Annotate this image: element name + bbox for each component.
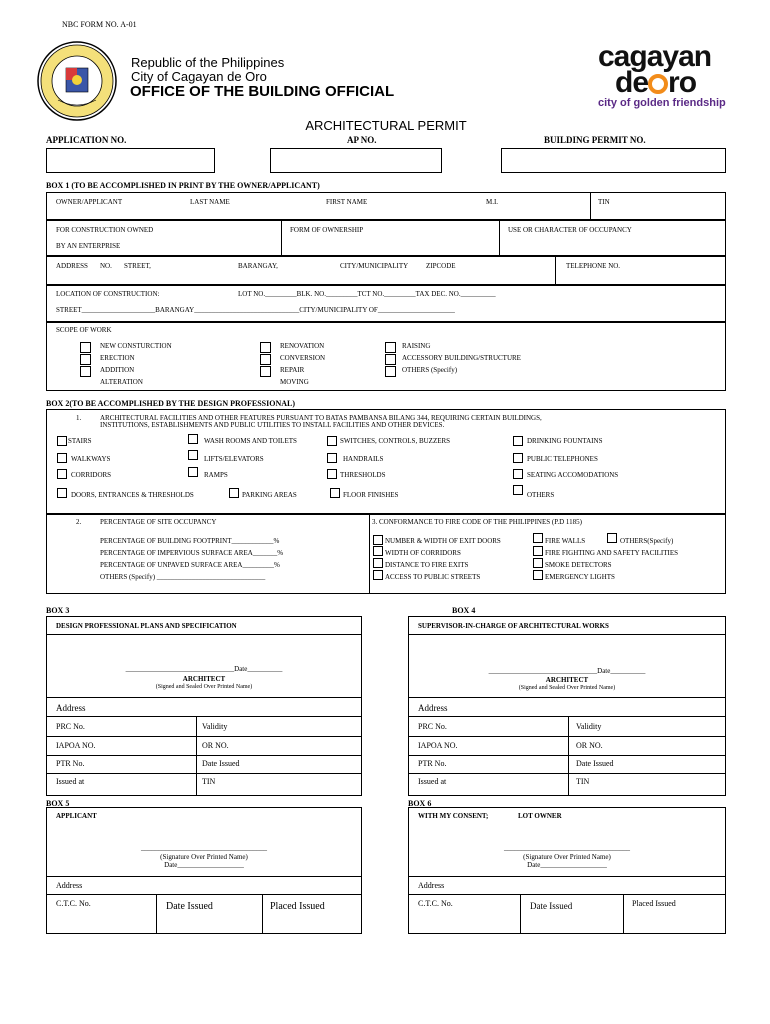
last-name-label: LAST NAME xyxy=(190,198,230,206)
seating-label: SEATING ACCOMODATIONS xyxy=(527,471,619,479)
scope-moving: MOVING xyxy=(280,378,309,386)
scope-conversion: CONVERSION xyxy=(280,354,326,362)
box3-or-label: OR NO. xyxy=(202,741,229,750)
others-facility-checkbox[interactable] xyxy=(513,485,523,495)
others-facility-label: OTHERS xyxy=(527,491,555,499)
distance-exits-checkbox[interactable] xyxy=(373,558,383,568)
for-construction-owned-label: FOR CONSTRUCTION OWNED xyxy=(56,226,154,234)
box3-validity-label: Validity xyxy=(202,722,228,731)
item3-title: 3. CONFORMANCE TO FIRE CODE OF THE PHILIPPINES (P.D 1185) xyxy=(372,518,582,526)
address-row xyxy=(46,256,726,285)
smoke-detectors-label: SMOKE DETECTORS xyxy=(545,561,612,569)
permit-title: ARCHITECTURAL PERMIT xyxy=(305,118,467,133)
stairs-label: STAIRS xyxy=(68,437,92,445)
thresholds-checkbox[interactable] xyxy=(327,469,337,479)
access-streets-checkbox[interactable] xyxy=(373,570,383,580)
scope-renovation: RENOVATION xyxy=(280,342,325,350)
corridors-checkbox[interactable] xyxy=(57,469,67,479)
box6-address-label: Address xyxy=(418,881,445,890)
box6-signature-caption: (Signature Over Printed Name) xyxy=(523,853,611,861)
scope-erection: ERECTION xyxy=(100,354,135,362)
box6-heading-lot-owner: LOT OWNER xyxy=(518,812,562,820)
public-telephones-checkbox[interactable] xyxy=(513,453,523,463)
scope-raising: RAISING xyxy=(402,342,431,350)
box3-architect: ARCHITECT xyxy=(182,675,226,683)
fire-walls-checkbox[interactable] xyxy=(533,533,543,543)
pct-impervious[interactable]: PERCENTAGE OF IMPERVIOUS SURFACE AREA_______% xyxy=(100,549,284,557)
ap-no-field[interactable] xyxy=(270,148,442,173)
switches-checkbox[interactable] xyxy=(327,436,337,446)
box3-iapoa-label: IAPOA NO. xyxy=(56,741,96,750)
addition-checkbox[interactable] xyxy=(80,366,91,377)
box3-label: BOX 3 xyxy=(46,606,70,615)
exit-doors-checkbox[interactable] xyxy=(373,535,383,545)
box4-signature-line[interactable]: _______________________________Date__________ xyxy=(488,667,646,675)
lifts-label: LIFTS/ELEVATORS xyxy=(204,455,264,463)
ap-no-label: AP NO. xyxy=(347,135,377,145)
repair-checkbox[interactable] xyxy=(260,366,271,377)
box3-address-label: Address xyxy=(56,703,86,713)
others-specify-checkbox[interactable] xyxy=(385,366,396,377)
width-corridors-checkbox[interactable] xyxy=(373,546,383,556)
stairs-checkbox[interactable] xyxy=(57,436,67,446)
switches-label: SWITCHES, CONTROLS, BUZZERS xyxy=(340,437,451,445)
box6-date-issued-label: Date Issued xyxy=(530,901,573,911)
box4-architect: ARCHITECT xyxy=(545,676,589,684)
fire-walls-label: FIRE WALLS xyxy=(545,537,586,545)
box5-ctc-label: C.T.C. No. xyxy=(56,899,91,908)
republic-line: Republic of the Philippines xyxy=(131,55,285,70)
box4-container xyxy=(408,616,726,796)
emergency-lights-label: EMERGENCY LIGHTS xyxy=(545,573,615,581)
wash-rooms-checkbox[interactable] xyxy=(188,434,198,444)
ramps-checkbox[interactable] xyxy=(188,467,198,477)
conversion-checkbox[interactable] xyxy=(260,354,271,365)
box4-tin-label: TIN xyxy=(576,777,590,786)
box4-signed-sealed: (Signed and Sealed Over Printed Name) xyxy=(518,685,616,691)
office-title: OFFICE OF THE BUILDING OFFICIAL xyxy=(130,83,395,100)
box4-address-label: Address xyxy=(418,703,448,713)
owner-applicant-label: OWNER/APPLICANT xyxy=(56,198,123,206)
handrails-label: HANDRAILS xyxy=(343,455,384,463)
doors-label: DOORS, ENTRANCES & THRESHOLDS xyxy=(71,491,194,499)
address-label: ADDRESS xyxy=(56,262,88,270)
floor-finishes-label: FLOOR FINISHES xyxy=(343,491,399,499)
wash-rooms-label: WASH ROOMS AND TOILETS xyxy=(204,437,297,445)
item2-title: PERCENTAGE OF SITE OCCUPANCY xyxy=(100,518,217,526)
corridors-label: CORRIDORS xyxy=(71,471,112,479)
renovation-checkbox[interactable] xyxy=(260,342,271,353)
emergency-lights-checkbox[interactable] xyxy=(533,570,543,580)
scope-addition: ADDITION xyxy=(100,366,135,374)
logo-o-icon xyxy=(648,74,668,94)
building-permit-no-label: BUILDING PERMIT NO. xyxy=(544,135,646,145)
logo-tagline: city of golden friendship xyxy=(598,97,726,109)
cagayan-logo xyxy=(598,40,748,110)
new-construction-checkbox[interactable] xyxy=(80,342,91,353)
box3-signature-line[interactable]: _______________________________Date__________ xyxy=(125,665,283,673)
street-label: STREET, xyxy=(124,262,151,270)
ramps-label: RAMPS xyxy=(204,471,228,479)
box5-label: BOX 5 xyxy=(46,799,70,808)
box4-iapoa-label: IAPOA NO. xyxy=(418,741,458,750)
use-or-character-label: USE OR CHARACTER OF OCCUPANCY xyxy=(508,226,632,234)
floor-finishes-checkbox[interactable] xyxy=(330,488,340,498)
logo-word-cagayan: cagayan xyxy=(598,40,712,73)
exit-doors-label: NUMBER & WIDTH OF EXIT DOORS xyxy=(385,537,501,545)
application-no-label: APPLICATION NO. xyxy=(46,135,127,145)
public-telephones-label: PUBLIC TELEPHONES xyxy=(527,455,598,463)
city-municipality-label: CITY/MUNICIPALITY xyxy=(340,262,409,270)
box5-placed-issued-label: Placed Issued xyxy=(270,901,325,912)
city-seal xyxy=(36,40,118,122)
others-specify-line[interactable]: OTHERS (Specify) _______________________________ xyxy=(100,573,266,581)
item1-text-b: INSTITUTIONS, ESTABLISHMENTS AND PUBLIC UTILITIES TO INSTALL FACILITIES AND OTHER DEVICES. xyxy=(100,421,445,429)
box4-date-issued-label: Date Issued xyxy=(576,759,614,768)
box4-ptr-label: PTR No. xyxy=(418,759,447,768)
box4-validity-label: Validity xyxy=(576,722,602,731)
item1-text-a: ARCHITECTURAL FACILITIES AND OTHER FEATURES PURSUANT TO BATAS PAMBANSA BILANG 344, REQUIRING CERTAIN BUILDINGS, xyxy=(100,414,542,422)
box3-signed-sealed: (Signed and Sealed Over Printed Name) xyxy=(155,684,253,690)
city-line: City of Cagayan de Oro xyxy=(131,69,267,84)
lifts-checkbox[interactable] xyxy=(188,450,198,460)
logo-word-deoro: de ro xyxy=(615,66,697,99)
box5-container xyxy=(46,807,362,934)
box6-heading-consent: WITH MY CONSENT; xyxy=(418,812,489,820)
box3-container xyxy=(46,616,362,796)
barangay-label: BARANGAY, xyxy=(238,262,278,270)
scope-accessory-building: ACCESSORY BUILDING/STRUCTURE xyxy=(402,354,521,362)
box1-heading: BOX 1 (TO BE ACCOMPLISHED IN PRINT BY THE OWNER/APPLICANT) xyxy=(46,181,320,190)
box4-heading: SUPERVISOR-IN-CHARGE OF ARCHITECTURAL WORKS xyxy=(418,622,609,630)
fire-fighting-label: FIRE FIGHTING AND SAFETY FACILITIES xyxy=(545,549,678,557)
form-of-ownership-label: FORM OF OWNERSHIP xyxy=(290,226,364,234)
walkways-checkbox[interactable] xyxy=(57,453,67,463)
first-name-label: FIRST NAME xyxy=(326,198,368,206)
seating-checkbox[interactable] xyxy=(513,469,523,479)
box5-signature-line[interactable]: ____________________________________ xyxy=(141,844,267,852)
box4-label: BOX 4 xyxy=(452,606,476,615)
handrails-checkbox[interactable] xyxy=(327,453,337,463)
scope-repair: REPAIR xyxy=(280,366,305,374)
box3-issued-at-label: Issued at xyxy=(56,777,85,786)
box3-date-issued-label: Date Issued xyxy=(202,759,240,768)
fire-others-checkbox[interactable] xyxy=(607,533,617,543)
parking-checkbox[interactable] xyxy=(229,488,239,498)
building-permit-no-field[interactable] xyxy=(501,148,726,173)
item2-number: 2. xyxy=(76,518,82,526)
form-number: NBC FORM NO. A-01 xyxy=(62,20,137,29)
width-corridors-label: WIDTH OF CORRIDORS xyxy=(385,549,461,557)
location-of-construction-label: LOCATION OF CONSTRUCTION: xyxy=(56,290,160,298)
drinking-fountains-checkbox[interactable] xyxy=(513,436,523,446)
application-no-field[interactable] xyxy=(46,148,215,173)
box6-label: BOX 6 xyxy=(408,799,432,808)
box4-prc-label: PRC No. xyxy=(418,722,447,731)
box6-signature-line[interactable]: ____________________________________ xyxy=(504,844,630,852)
box3-ptr-label: PTR No. xyxy=(56,759,85,768)
box5-heading: APPLICANT xyxy=(56,812,97,820)
smoke-detectors-checkbox[interactable] xyxy=(533,558,543,568)
box3-prc-label: PRC No. xyxy=(56,722,85,731)
drinking-fountains-label: DRINKING FOUNTAINS xyxy=(527,437,603,445)
box6-date-line[interactable]: Date___________________ xyxy=(527,861,607,869)
scope-new-construction: NEW CONSTURCTION xyxy=(100,342,172,350)
no-label: NO. xyxy=(100,262,112,270)
box3-tin-label: TIN xyxy=(202,777,216,786)
by-enterprise-label: BY AN ENTERPRISE xyxy=(56,242,121,250)
raising-checkbox[interactable] xyxy=(385,342,396,353)
scope-alteration: ALTERATION xyxy=(100,378,143,386)
zipcode-label: ZIPCODE xyxy=(426,262,456,270)
box5-date-issued-label: Date Issued xyxy=(166,901,213,912)
box4-issued-at-label: Issued at xyxy=(418,777,447,786)
parking-label: PARKING AREAS xyxy=(242,491,297,499)
pct-footprint[interactable]: PERCENTAGE OF BUILDING FOOTPRINT____________% xyxy=(100,537,280,545)
telephone-no-label: TELEPHONE NO. xyxy=(566,262,621,270)
box3-heading: DESIGN PROFESSIONAL PLANS AND SPECIFICATION xyxy=(56,622,237,630)
box6-placed-issued-label: Placed Issued xyxy=(632,899,676,908)
box6-container xyxy=(408,807,726,934)
distance-exits-label: DISTANCE TO FIRE EXITS xyxy=(385,561,469,569)
box5-date-line[interactable]: Date___________________ xyxy=(164,861,244,869)
fire-others-label: OTHERS(Specify) xyxy=(620,537,674,545)
walkways-label: WALKWAYS xyxy=(71,455,111,463)
lot-line[interactable]: LOT NO._________BLK. NO._________TCT NO._________TAX DEC. NO.__________ xyxy=(238,290,496,298)
box5-signature-caption: (Signature Over Printed Name) xyxy=(160,853,248,861)
tin-label: TIN xyxy=(598,198,610,206)
box2-heading: BOX 2(TO BE ACCOMPLISHED BY THE DESIGN PROFESSIONAL) xyxy=(46,399,296,408)
mi-label: M.I. xyxy=(486,198,499,206)
access-streets-label: ACCESS TO PUBLIC STREETS xyxy=(385,573,481,581)
pct-unpaved[interactable]: PERCENTAGE OF UNPAVED SURFACE AREA_________% xyxy=(100,561,280,569)
scope-others-specify: OTHERS (Specify) xyxy=(402,366,458,374)
box5-address-label: Address xyxy=(56,881,83,890)
box4-or-label: OR NO. xyxy=(576,741,603,750)
doors-checkbox[interactable] xyxy=(57,488,67,498)
thresholds-label: THRESHOLDS xyxy=(340,471,386,479)
item1-number: 1. xyxy=(76,414,82,422)
box6-ctc-label: C.T.C. No. xyxy=(418,899,453,908)
street-line[interactable]: STREET_____________________BARANGAY______________________________CITY/MUNICIPALITY OF______________________ xyxy=(56,306,455,314)
accessory-building-checkbox[interactable] xyxy=(385,354,396,365)
fire-fighting-checkbox[interactable] xyxy=(533,546,543,556)
owner-applicant-row xyxy=(46,192,726,220)
erection-checkbox[interactable] xyxy=(80,354,91,365)
scope-of-work-label: SCOPE OF WORK xyxy=(56,326,112,334)
